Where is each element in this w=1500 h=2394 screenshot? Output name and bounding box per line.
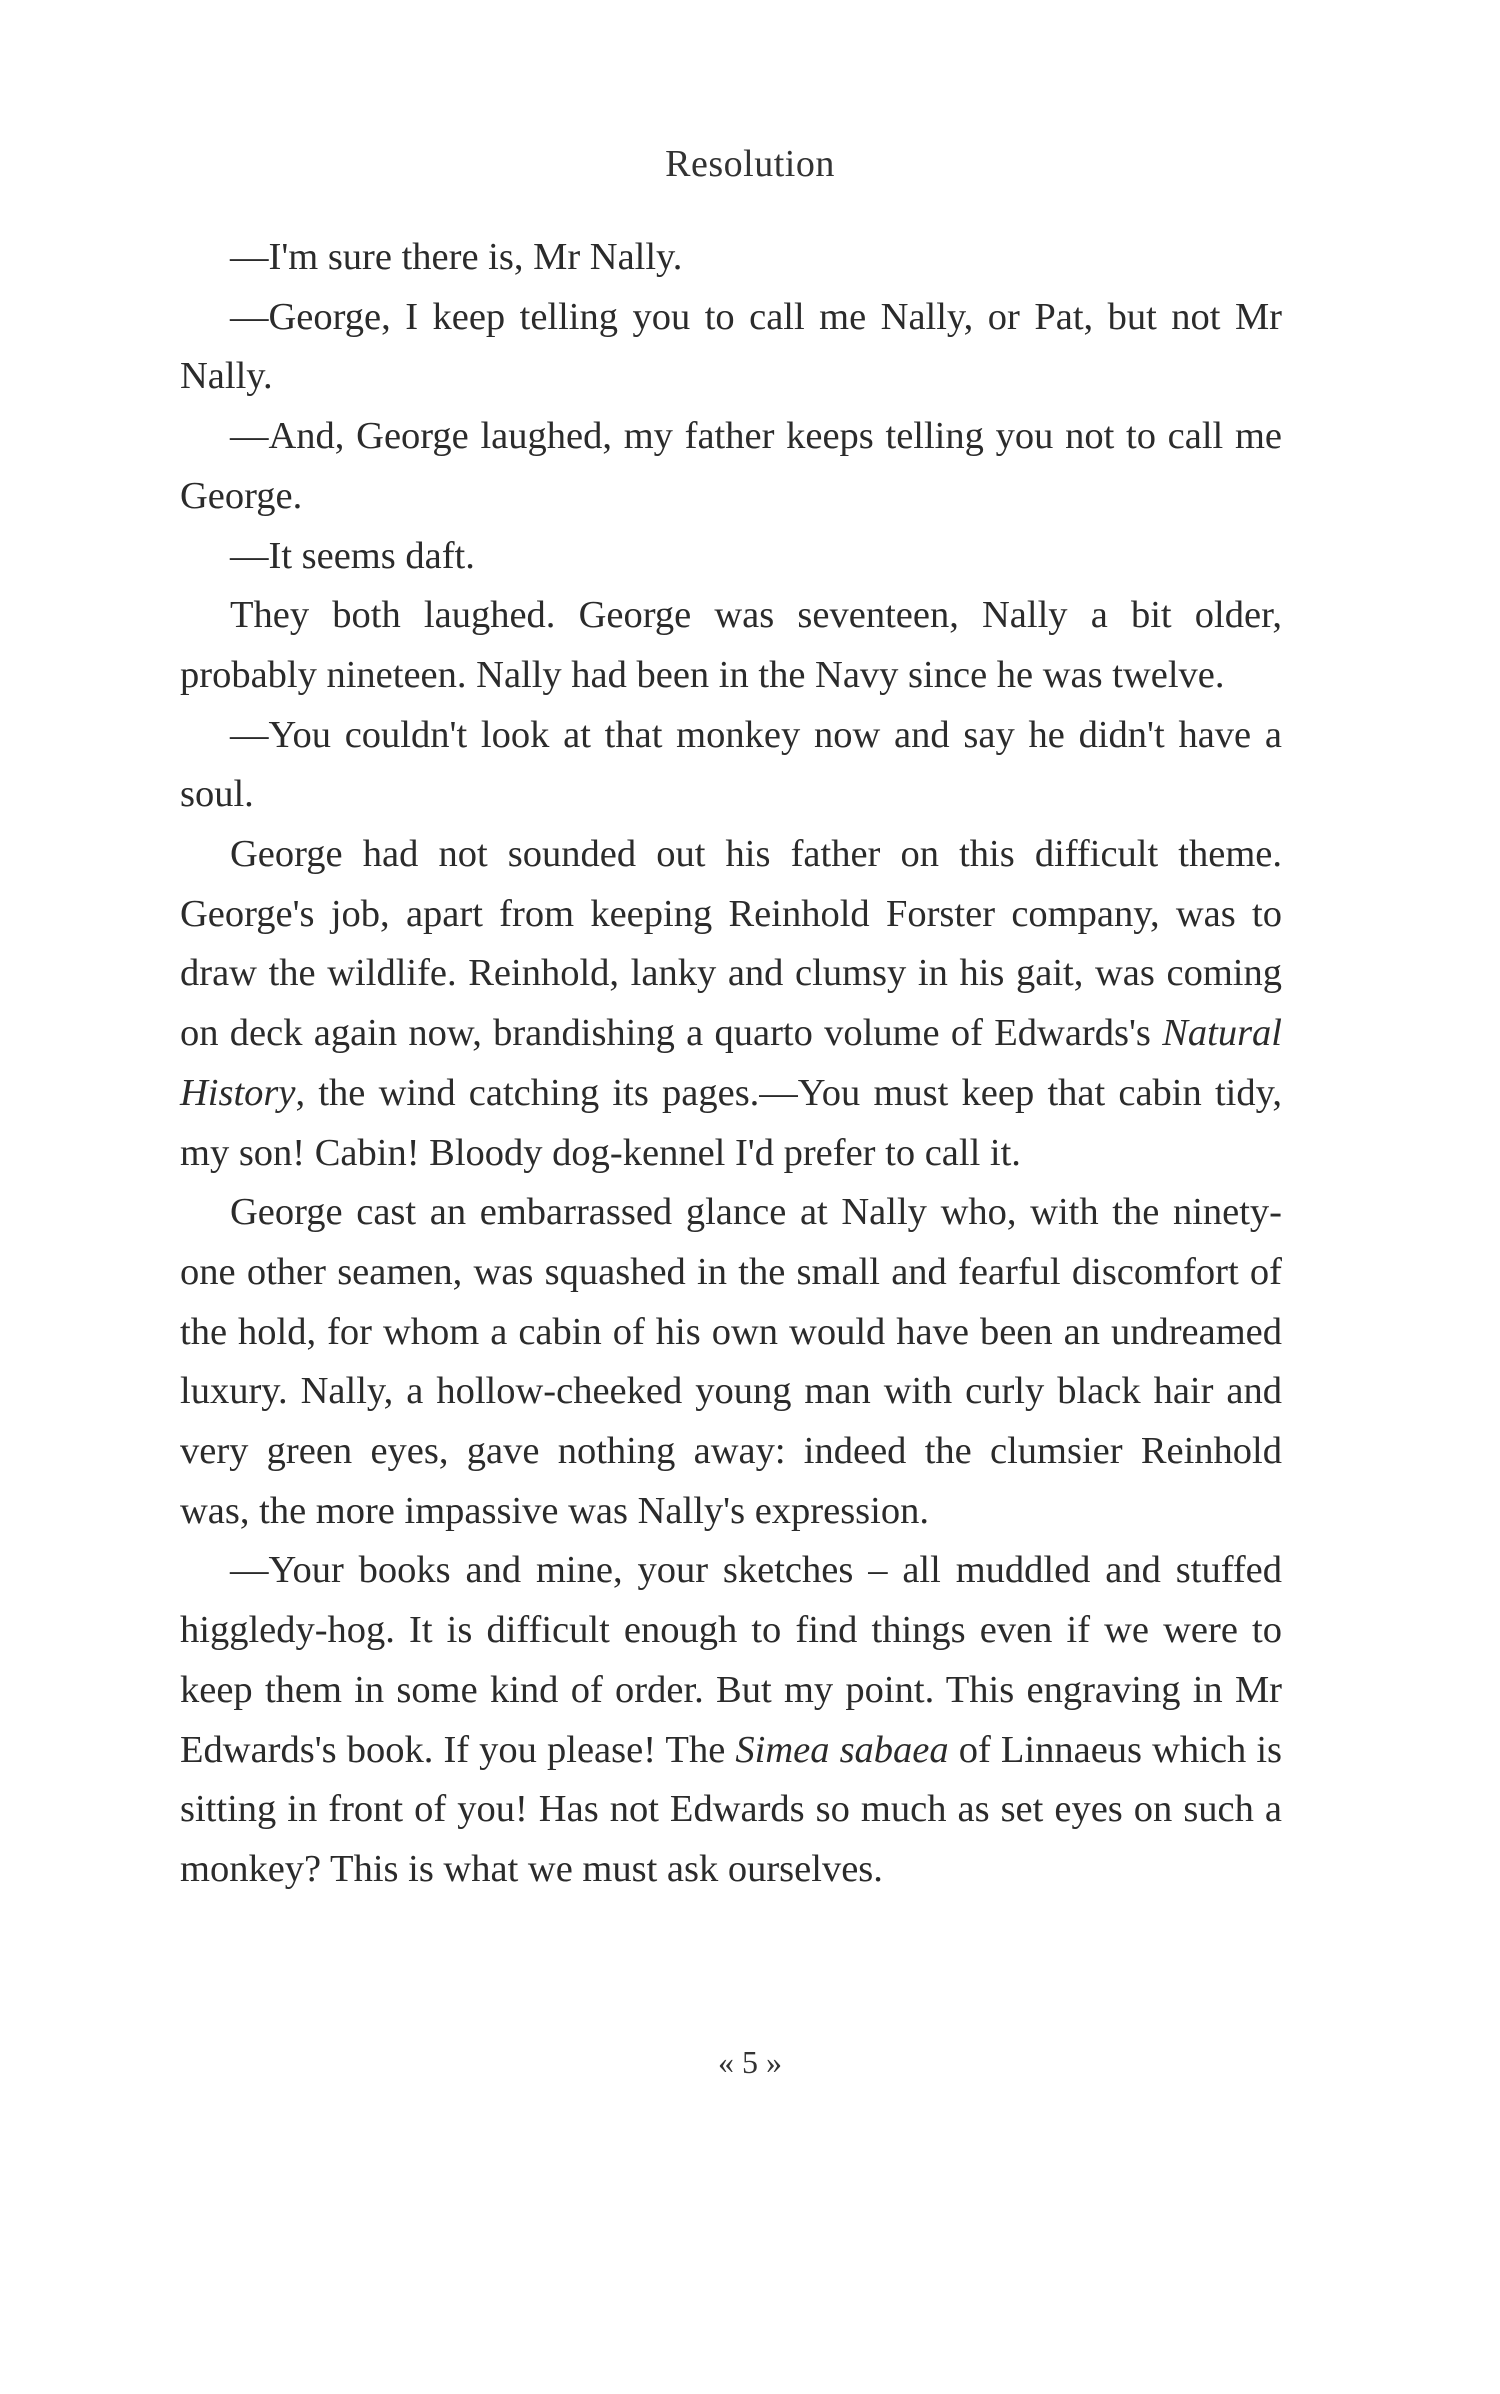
text-run: —And, George laughed, my father keeps telling you not to call me George. — [180, 415, 1282, 517]
running-head: Resolution — [665, 143, 835, 185]
paragraph — [180, 228, 1282, 288]
text-run: of Linnaeus which is sitting in front of you! Has not Edwards so much as set eyes on such a monkey? This is what we must ask ourselves. — [180, 1728, 1282, 1890]
paragraph — [180, 407, 1282, 526]
text-run: , the wind catching its pages.—You must keep that cabin tidy, my son! Cabin! Bloody dog-kennel I'd prefer to call it. — [180, 1071, 1282, 1174]
body-text — [180, 228, 1282, 1900]
paragraph — [180, 527, 1282, 587]
paragraph — [180, 825, 1282, 1183]
paragraph — [180, 1183, 1282, 1541]
paragraph — [180, 288, 1282, 407]
text-run: —I'm sure there is, Mr Nally. — [230, 236, 683, 278]
text-run: —It seems daft. — [230, 534, 475, 577]
italic-title: Natural History — [180, 1012, 1282, 1114]
page-number: « 5 » — [718, 2044, 782, 2080]
text-run: —George, I keep telling you to call me Nally, or Pat, but not Mr Nally. — [180, 295, 1282, 398]
paragraph — [180, 586, 1282, 705]
text-run: George had not sounded out his father on this difficult theme. George's job, apart from keeping Reinhold Forster company, was to draw the wildlife. Reinhold, lanky and clumsy in his gait, was coming on deck again now, brandishing a quarto volume of Edwards's — [180, 833, 1282, 1055]
text-run: —Your books and mine, your sketches – all muddled and stuffed higgledy-hog. It is difficult enough to find things even if we were to keep them in some kind of order. But my point. This engraving in Mr Edwards's book. If you please! The — [180, 1549, 1282, 1771]
paragraph — [180, 1541, 1282, 1899]
text-run: They both laughed. George was seventeen, Nally a bit older, probably nineteen. Nally had been in the Navy since he was twelve. — [180, 594, 1282, 696]
text-run: —You couldn't look at that monkey now and say he didn't have a soul. — [180, 713, 1282, 816]
italic-title: Simea sabaea — [735, 1728, 949, 1771]
text-run: George cast an embarrassed glance at Nally who, with the ninety-one other seamen, was squashed in the small and fearful discomfort of the hold, for whom a cabin of his own would have been an undreamed luxury. Nally, a hollow-cheeked young man with curly black hair and very green eyes, gave nothing away: indeed the clumsier Reinhold was, the more impassive was Nally's expression. — [180, 1191, 1282, 1532]
paragraph — [180, 706, 1282, 825]
